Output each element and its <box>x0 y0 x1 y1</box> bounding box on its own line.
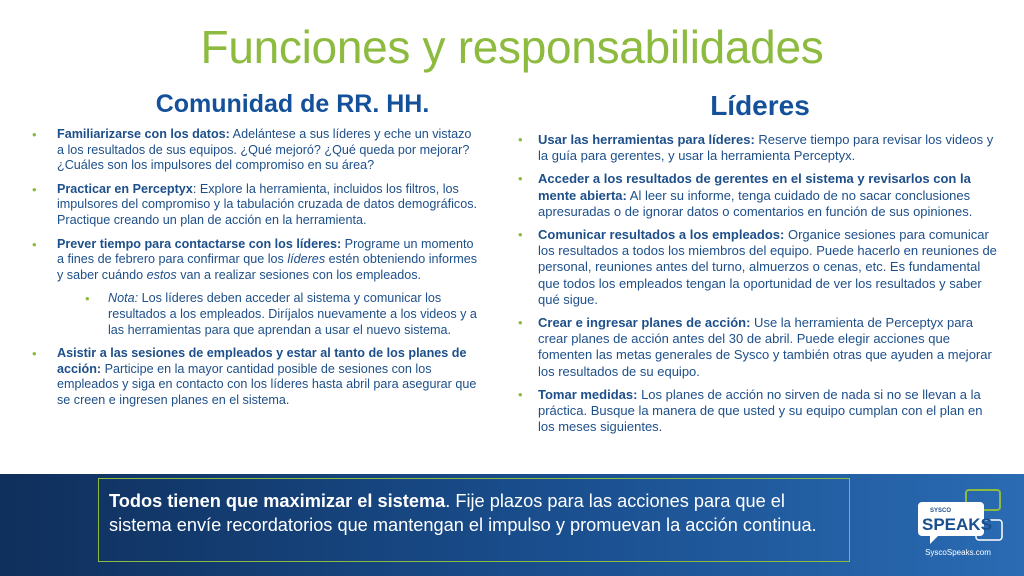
item-text: Use la herramienta de Perceptyx para crear planes de acción antes del 30 de abril. Puede elegir acciones que fomenten las metas generales de Sysco y también otras que ayuden a mejorar los resultados de su equipo. <box>538 315 992 379</box>
item-lead: Familiarizarse con los datos: <box>57 127 230 141</box>
item-text: Organice sesiones para comunicar los resultados a todos los miembros del equipo. Puede hacerlo en reuniones de personal, reuniones antes del turno, almuerzos o cenas, etc. Es fundamental que todos los empleados tengan la oportunidad de ver los resultados y saber qué sigue. <box>538 227 997 307</box>
leaders-responsibilities-list <box>516 132 1002 435</box>
list-item <box>30 237 478 284</box>
list-item <box>516 315 1002 380</box>
list-item <box>516 171 1002 220</box>
left-column-heading: Comunidad de RR. HH. <box>155 90 430 118</box>
list-item <box>30 182 478 229</box>
item-text: Participe en la mayor cantidad posible de sesiones con los empleados y siga en contacto con los líderes hasta abril para asegurar que se creen e ingresen planes en el sistema. <box>57 361 477 407</box>
item-text: Los planes de acción no sirven de nada si no se llevan a la práctica. Busque la manera de que usted y su equipo cumplan con el plan en los meses siguientes. <box>538 386 983 435</box>
item-text: van a realizar sesiones con los empleados. <box>176 267 422 282</box>
list-item <box>516 387 1002 436</box>
logo-small-text: SYSCO <box>930 508 952 514</box>
item-lead: Tomar medidas: <box>538 386 638 402</box>
item-text: Adelántese a sus líderes y eche un vistazo a los resultados de sus equipos. ¿Qué mejoró? ¿Qué queda por mejorar? ¿Cuáles son los impulsores del compromiso en su área? <box>57 127 472 173</box>
logo-big-text: SPEAKS <box>922 515 992 534</box>
item-lead: Practicar en Perceptyx <box>57 181 193 196</box>
right-column-heading: Líderes <box>710 90 810 121</box>
list-item <box>30 127 478 174</box>
callout-bold: Todos tienen que maximizar el sistema <box>109 491 446 511</box>
item-italic: estos <box>146 267 177 282</box>
list-item <box>516 132 1002 164</box>
bullet-icon: • <box>32 346 37 362</box>
bullet-icon: • <box>518 315 523 331</box>
item-lead: Comunicar resultados a los empleados: <box>538 227 785 243</box>
item-lead: Asistir a las sesiones de empleados y estar al tanto de los planes de acción: <box>57 346 467 376</box>
item-text: Los líderes deben acceder al sistema y comunicar los resultados a los empleados. Diríjalos nuevamente a los videos y a las herramientas para que aprendan a usar el nuevo sistema. <box>108 291 477 337</box>
slide-title: Funciones y responsabilidades <box>200 21 824 73</box>
list-item <box>30 346 478 408</box>
bullet-icon: • <box>85 291 90 307</box>
list-subitem <box>30 291 478 338</box>
item-lead: Acceder a los resultados de gerentes en el sistema y revisarlos con la mente abierta: <box>538 171 971 203</box>
item-lead: Crear e ingresar planes de acción: <box>538 315 751 331</box>
item-text: Programe un momento a fines de febrero para confirmar que los <box>57 236 474 267</box>
item-italic: líderes <box>287 252 326 267</box>
note-label: Nota: <box>108 291 139 306</box>
callout-text: . Fije plazos para las acciones para que el sistema envíe recordatorios que mantengan el impulso y promuevan la acción continua. <box>109 491 817 535</box>
item-text: : Explore la herramienta, incluidos los filtros, los impulsores del compromiso y la tabulación cruzada de datos demográficos. Practique creando un plan de acción en la herramienta. <box>57 181 478 227</box>
item-text: Al leer su informe, tenga cuidado de no sacar conclusiones apresuradas o de ignorar datos o comentarios en función de sus opiniones. <box>538 187 973 219</box>
hr-responsibilities-list <box>30 127 478 409</box>
bullet-icon: • <box>518 386 523 402</box>
leaders-column <box>516 132 1002 442</box>
bullet-icon: • <box>32 181 37 197</box>
hr-community-column <box>30 127 478 417</box>
bullet-icon: • <box>32 127 37 142</box>
bullet-icon: • <box>32 236 37 252</box>
callout-box <box>98 478 850 562</box>
item-text: Reserve tiempo para revisar los videos y la guía para gerentes, y usar la herramienta Perceptyx. <box>538 132 994 164</box>
list-item <box>516 227 1002 308</box>
item-text: estén obteniendo informes y saber cuándo <box>57 252 478 282</box>
bullet-icon: • <box>518 227 523 243</box>
item-lead: Usar las herramientas para líderes: <box>538 132 755 147</box>
logo-url: SyscoSpeaks.com <box>925 548 991 557</box>
bullet-icon: • <box>518 171 523 187</box>
bullet-icon: • <box>518 132 523 147</box>
item-lead: Prever tiempo para contactarse con los líderes: <box>57 236 342 251</box>
